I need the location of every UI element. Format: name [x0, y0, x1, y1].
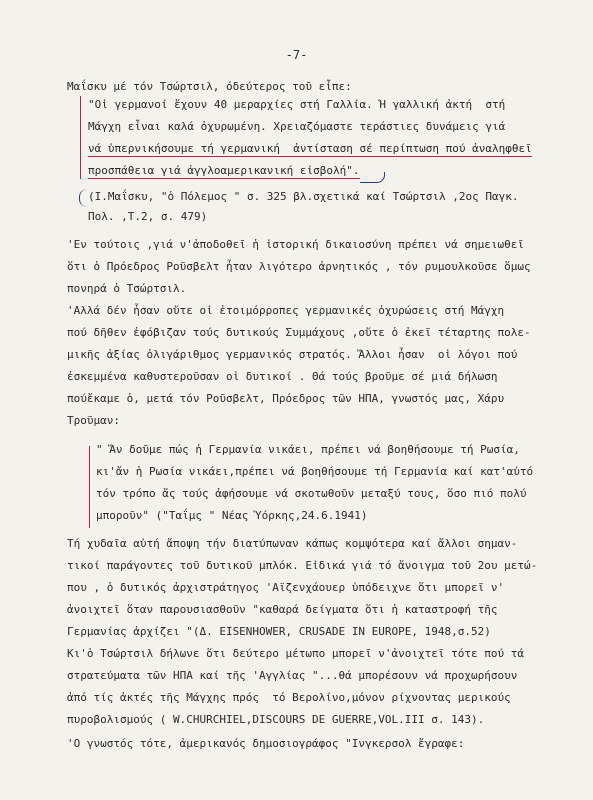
margin-mark-red-quote [89, 446, 90, 528]
text-line: μποροῦν" ("Ταΐμς " Νέας Ὑόρκης,24.6.1941) [96, 509, 368, 522]
handwritten-hook [360, 172, 385, 183]
text-line: Πολ. ,Τ.2, σ. 479) [88, 210, 208, 223]
text-line: στρατεύματα τῶν ΗΠΑ καί τῆς 'Αγγλίας "...θά μπορέσουν νά προχωρήσουν [67, 669, 518, 682]
text-line: Μαΐσκυ μέ τόν Τσώρτσιλ, όδεύτερος τοῦ εἶπε: [67, 80, 352, 93]
text-line: 'Ο γνωστός τότε, ἀμερικανός δημοσιογράφος "Ινγκερσολ ἔγραφε: [67, 737, 465, 750]
text-line: Τή χυδαῖα αὐτή ἄποψη τήν διατύπωναν κάπως κομψότερα καί ἄλλοι σημαν- [67, 537, 518, 550]
text-line: ἀπό τίς ἀκτές τῆς Μάγχης πρός τό Βερολίνο,μόνον ρίχνοντας μερικούς [67, 691, 511, 704]
text-line: πού δῆθεν ἐφόβιζαν τούς δυτικούς Συμμάχους ,οὔτε ὁ ἐκεῖ τέταρτης πολε- [67, 326, 531, 339]
text-line: τόν τρόπο ἄς τούς ἀφήσουμε νά σκοτωθοῦν μεταξύ τους, ὅσο πιό πολύ [96, 487, 527, 500]
text-line: κι'ἄν ἡ Ρωσία νικάει,πρέπει νά βοηθήσουμε τή Γερμανία καί κατ'αὐτό [96, 465, 534, 478]
text-line: Μάγχη εἶναι καλά ὀχυρωμένη. Χρειαζόμαστε τεράστιες δυνάμεις γιά [88, 120, 506, 133]
text-line: ἐσκεμμένα καθυστεροῦσαν οἱ δυτικοί . Θά τούς βροῦμε σέ μιά δήλωση [67, 370, 498, 383]
text-line: νά ὑπερνικήσουμε τή γερμανική ἀντίσταση σέ περίπτωση πού ἀναληφθεῖ [88, 142, 532, 155]
text-line: Κι'ὁ Τσώρτσιλ δήλωνε ὅτι δεύτερο μέτωπο μπορεῖ ν'ἀνοιχτεῖ τότε πού τά [67, 647, 524, 660]
text-line: " Ἄν δοῦμε πώς ἡ Γερμανία νικάει, πρέπει νά βοηθήσουμε τή Ρωσία, [96, 443, 520, 456]
text-line: που , ὁ δυτικός ἀρχιστράτηγος 'Αϊζενχάουερ ὑπόδειχνε ὅτι μπορεῖ ν' [67, 581, 505, 594]
text-line: πυροβολισμούς ( W.CHURCHIEL,DISCOURS DE GUERRE,VOL.III σ. 143). [67, 713, 485, 726]
text-line: 'Εν τούτοις ,γιά ν'ἀποδοθεῖ ἡ ἱστορική δικαιοσύνη πρέπει νά σημειωθεῖ [67, 238, 524, 251]
text-line: "Οἱ γερμανοί ἔχουν 40 μεραρχίες στή Γαλλία. Ἡ γαλλική ἀκτή στή [88, 98, 506, 111]
handwritten-bracket [79, 189, 88, 207]
text-line: (Ι.Μαΐσκυ, "ὁ Πόλεμος " σ. 325 βλ.σχετικά καί Τσώρτσιλ ,2ος Παγκ. [88, 190, 519, 203]
text-line: 'Αλλά δέν ἦσαν οὔτε οἱ ἑτοιμόρροπες γερμανικές ὀχυρώσεις στή Μάγχη [67, 304, 505, 317]
margin-mark-red [80, 96, 81, 179]
text-line: ἀνοιχτεῖ ὅταν παρουσιασθοῦν "καθαρά δείγματα ὅτι ἡ καταστροφή τῆς [67, 603, 498, 616]
text-line: Τροῦμαν: [67, 414, 120, 427]
text-line: τικοί παράγοντες τοῦ δυτικοῦ μπλόκ. Εἰδικά γιά τό ἄνοιγμα τοῦ 2ου μετώ- [67, 559, 538, 572]
page-number: -7- [285, 48, 308, 62]
text-line: μικῆς ἀξίας ὀλιγάριθμος γερμανικός στρατός. Ἄλλοι ἦσαν οἱ λόγοι πού [67, 348, 518, 361]
text-line: πονηρά ὁ Τσώρτσιλ. [67, 282, 187, 295]
text-line: προσπάθεια γιά ἀγγλοαμερικανική εἰσβολή". [88, 164, 360, 177]
text-line: πούἔκαμε ὁ, μετά τόν Ροῦσβελτ, Πρόεδρος τῶν ΗΠΑ, γνωστός μας, Χάρυ [67, 392, 505, 405]
text-line: ὅτι ὁ Πρόεδρος Ροῦσβελτ ἦταν λιγότερο ἀρνητικός , τόν ρυμουλκοῦσε ὅμως [67, 260, 531, 273]
text-line: Γερμανίας ἀρχίζει "(Δ. EISENHOWER, CRUSADE IN EUROPE, 1948,σ.52) [67, 625, 491, 638]
